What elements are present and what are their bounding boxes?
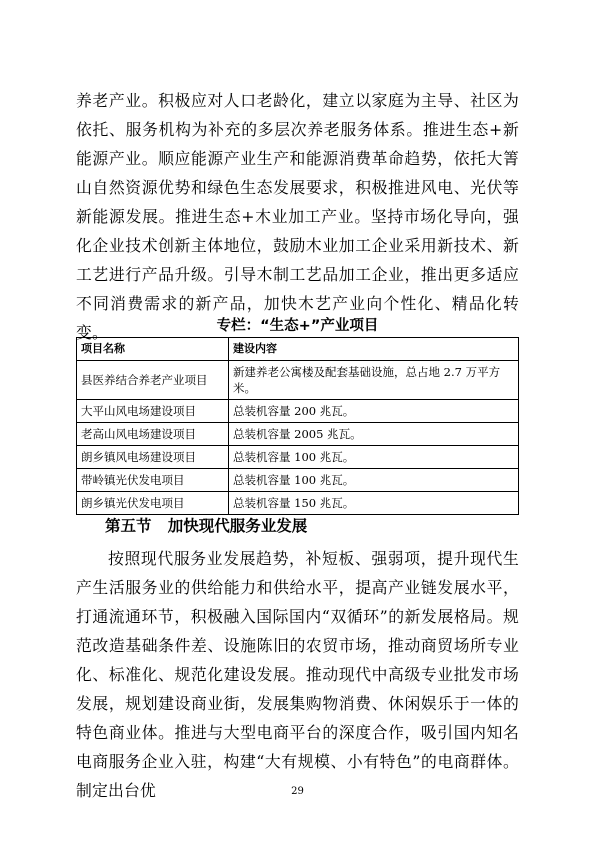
- section-number: 第五节: [105, 517, 152, 535]
- table-cell-project: 县医养结合养老产业项目: [77, 361, 229, 400]
- table-cell-content: 新建养老公寓楼及配套基础设施，总占地 2.7 万平方米。: [229, 361, 519, 400]
- table-cell-project: 老高山风电场建设项目: [77, 423, 229, 446]
- table-row: [77, 492, 519, 515]
- table-caption: 专栏：“生态+”产业项目: [216, 318, 379, 334]
- table-row: [77, 400, 519, 423]
- table-cell-content: 总装机容量 150 兆瓦。: [229, 492, 519, 515]
- table-row: [77, 446, 519, 469]
- table-header-row: [77, 338, 519, 361]
- body-paragraph-1: 养老产业。积极应对人口老龄化，建立以家庭为主导、社区为依托、服务机构为补充的多层次养老服务体系。推进生态+新能源产业。顺应能源产业生产和能源消费革命趋势，依托大箐山自然资源优势和绿色生态发展要求，积极推进风电、光伏等新能源发展。推进生态+木业加工产业。坚持市场化导向，强化企业技术创新主体地位，鼓励木业加工企业采用新技术、新工艺进行产品升级。引导木制工艺品加工企业，推出更多适应不同消费需求的新产品，加快木艺产业向个性化、精品化转变。: [76, 91, 519, 342]
- section-heading: [105, 515, 307, 537]
- table-cell-content: 总装机容量 2005 兆瓦。: [229, 423, 519, 446]
- body-paragraph-2: 按照现代服务业发展趋势，补短板、强弱项，提升现代生产生活服务业的供给能力和供给水平，提高产业链发展水平，打通流通环节，积极融入国际国内“双循环”的新发展格局。规范改造基础条件差、设施陈旧的农贸市场，推动商贸场所专业化、标准化、规范化建设发展。推动现代中高级专业批发市场发展，规划建设商业街，发展集购物消费、休闲娱乐于一体的特色商业体。推进与大型电商平台的深度合作，吸引国内知名电商服务企业入驻，构建“大有规模、小有特色”的电商群体。制定出台优: [76, 549, 519, 800]
- table-row: [77, 361, 519, 400]
- project-table: [76, 337, 519, 515]
- table-row: [77, 469, 519, 492]
- table-header-project-name: 项目名称: [77, 338, 229, 361]
- table-cell-content: 总装机容量 100 兆瓦。: [229, 469, 519, 492]
- table-cell-content: 总装机容量 100 兆瓦。: [229, 446, 519, 469]
- table-cell-project: 大平山风电场建设项目: [77, 400, 229, 423]
- table-cell-project: 朗乡镇光伏发电项目: [77, 492, 229, 515]
- table-row: [77, 423, 519, 446]
- page-number: 29: [291, 786, 304, 797]
- table-cell-project: 带岭镇光伏发电项目: [77, 469, 229, 492]
- section-title: 加快现代服务业发展: [167, 517, 308, 535]
- table-header-construction-content: 建设内容: [229, 338, 519, 361]
- table-cell-project: 朗乡镇风电场建设项目: [77, 446, 229, 469]
- table-cell-content: 总装机容量 200 兆瓦。: [229, 400, 519, 423]
